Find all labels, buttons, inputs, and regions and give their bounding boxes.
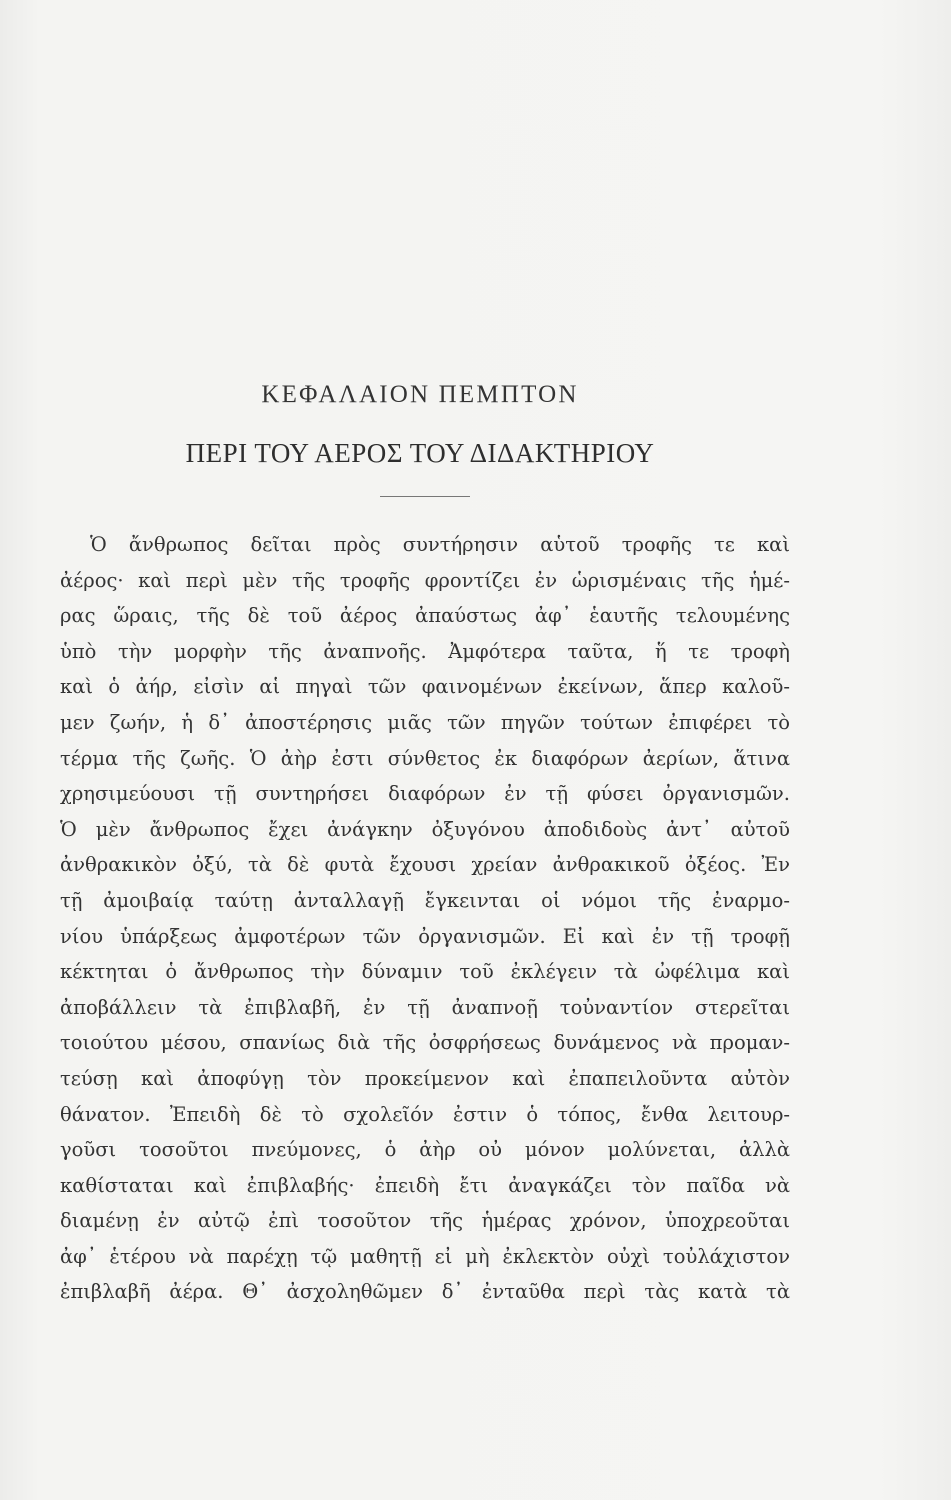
text-line: κέκτηται ὁ ἄνθρωπος τὴν δύναμιν τοῦ ἐκλέγειν τὰ ὠφέλιμα καὶ [60, 960, 790, 984]
text-line: διαμένῃ ἐν αὐτῷ ἐπὶ τοσοῦτον τῆς ἡμέρας χρόνον, ὑποχρεοῦται [60, 1209, 790, 1233]
text-line: καὶ ὁ ἀήρ, εἰσὶν αἱ πηγαὶ τῶν φαινομένων ἐκείνων, ἅπερ καλοῦ- [60, 675, 790, 699]
text-line: Ὁ μὲν ἄνθρωπος ἔχει ἀνάγκην ὀξυγόνου ἀποδιδοὺς ἀντ᾽ αὐτοῦ [60, 817, 790, 841]
text-line: ἀέρος· καὶ περὶ μὲν τῆς τροφῆς φροντίζει ἐν ὡρισμέναις τῆς ἡμέ- [60, 568, 790, 592]
text-line: τεύσῃ καὶ ἀποφύγῃ τὸν προκείμενον καὶ ἐπαπειλοῦντα αὐτὸν [60, 1066, 790, 1090]
text-line: χρησιμεύουσι τῇ συντηρήσει διαφόρων ἐν τῇ φύσει ὀργανισμῶν. [60, 782, 790, 806]
chapter-label: ΚΕΦΑΛΑΙΟΝ ΠΕΜΠΤΟΝ [261, 381, 579, 408]
text-line: Ὁ ἄνθρωπος δεῖται πρὸς συντήρησιν αὑτοῦ τροφῆς τε καὶ [90, 533, 790, 556]
text-line: ρας ὥραις, τῆς δὲ τοῦ ἀέρος ἀπαύστως ἀφ᾽ ἑαυτῆς τελουμένης [60, 604, 790, 628]
body-paragraph [60, 527, 790, 1310]
text-line: ἐπιβλαβῆ ἀέρα. Θ᾽ ἀσχοληθῶμεν δ᾽ ἐνταῦθα περὶ τὰς κατὰ τὰ [60, 1280, 790, 1304]
chapter-title: ΠΕΡΙ ΤΟΥ ΑΕΡΟΣ ΤΟΥ ΔΙΔΑΚΤΗΡΙΟΥ [185, 438, 655, 468]
title-divider [380, 496, 470, 497]
text-line: μεν ζωήν, ἡ δ᾽ ἀποστέρησις μιᾶς τῶν πηγῶν τούτων ἐπιφέρει τὸ [60, 710, 790, 734]
text-line: γοῦσι τοσοῦτοι πνεύμονες, ὁ ἀὴρ οὐ μόνον μολύνεται, ἀλλὰ [60, 1138, 790, 1162]
text-line: τῇ ἀμοιβαίᾳ ταύτῃ ἀνταλλαγῇ ἔγκεινται οἱ νόμοι τῆς ἐναρμο- [60, 888, 790, 912]
text-line: τοιούτου μέσου, σπανίως διὰ τῆς ὀσφρήσεως δυνάμενος νὰ προμαν- [60, 1031, 790, 1055]
text-line: τέρμα τῆς ζωῆς. Ὁ ἀὴρ ἐστι σύνθετος ἐκ διαφόρων ἀερίων, ἅτινα [60, 746, 790, 770]
text-line: ὑπὸ τὴν μορφὴν τῆς ἀναπνοῆς. Ἀμφότερα ταῦτα, ἥ τε τροφὴ [60, 639, 790, 663]
text-line: ἀφ᾽ ἑτέρου νὰ παρέχῃ τῷ μαθητῇ εἰ μὴ ἐκλεκτὸν οὐχὶ τοὐλάχιστον [60, 1244, 790, 1268]
text-line: ἀποβάλλειν τὰ ἐπιβλαβῆ, ἐν τῇ ἀναπνοῇ τοὐναντίον στερεῖται [60, 995, 790, 1019]
text-line: νίου ὑπάρξεως ἀμφοτέρων τῶν ὀργανισμῶν. Εἰ καὶ ἐν τῇ τροφῇ [60, 924, 790, 948]
text-line: ἀνθρακικὸν ὀξύ, τὰ δὲ φυτὰ ἔχουσι χρείαν ἀνθρακικοῦ ὀξέος. Ἐν [60, 853, 790, 877]
text-line: θάνατον. Ἐπειδὴ δὲ τὸ σχολεῖόν ἐστιν ὁ τόπος, ἔνθα λειτουρ- [60, 1102, 790, 1126]
text-line: καθίσταται καὶ ἐπιβλαβής· ἐπειδὴ ἔτι ἀναγκάζει τὸν παῖδα νὰ [60, 1173, 790, 1197]
